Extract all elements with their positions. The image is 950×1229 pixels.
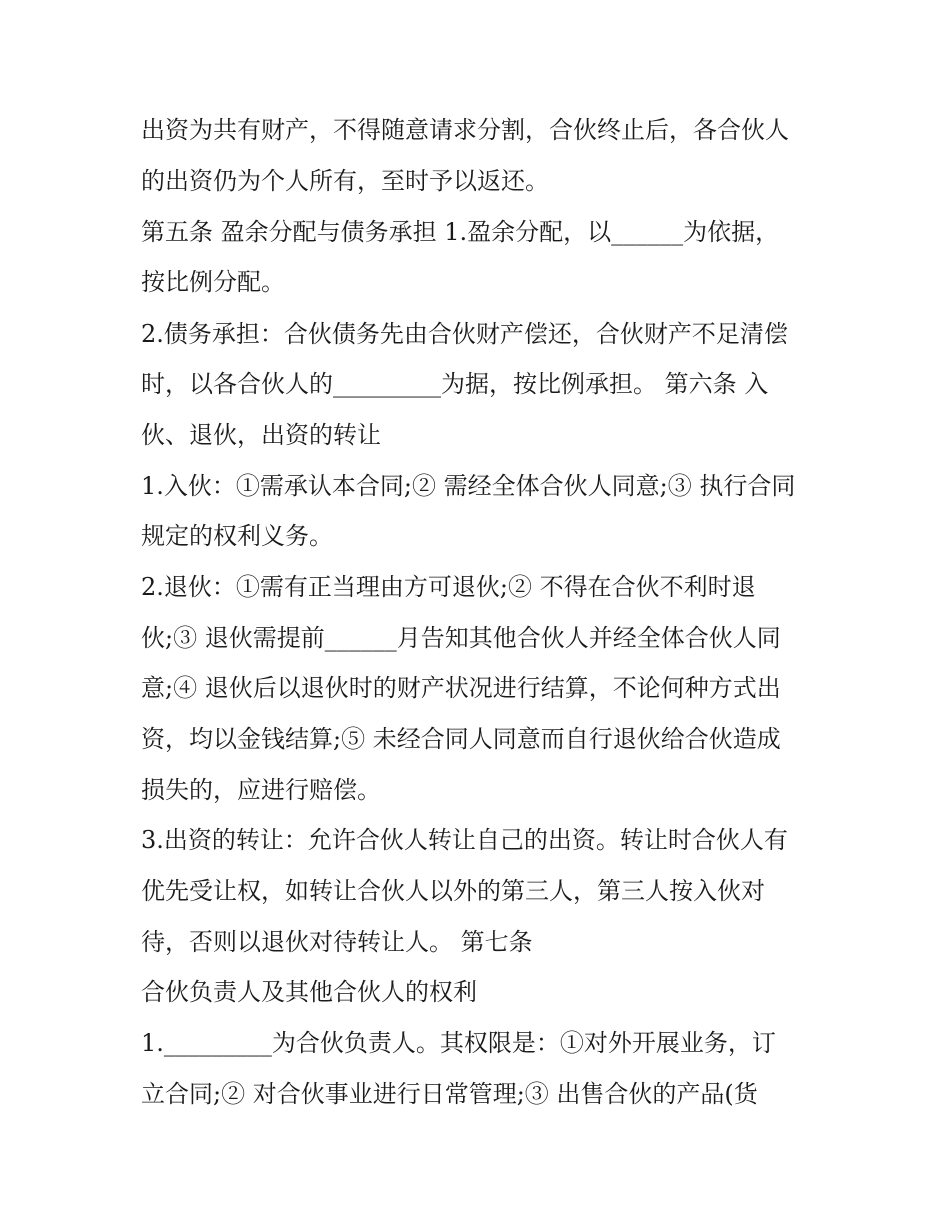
text-line: 优先受让权，如转让合伙人以外的第三人，第三人按入伙对	[141, 877, 765, 905]
text-line: 意;④ 退伙后以退伙时的财产状况进行结算，不论何种方式出	[141, 674, 781, 702]
text-line: 3.出资的转让：允许合伙人转让自己的出资。转让时合伙人有	[141, 826, 788, 854]
text-line: 的出资仍为个人所有，至时予以返还。	[141, 167, 549, 195]
text-line: 2.退伙：①需有正当理由方可退伙;② 不得在合伙不利时退	[141, 573, 756, 601]
text-line: 1.入伙：①需承认本合同;② 需经全体合伙人同意;③ 执行合同	[141, 472, 796, 500]
text-line: 出资为共有财产，不得随意请求分割，合伙终止后，各合伙人	[141, 116, 789, 144]
text-line: 2.债务承担：合伙债务先由合伙财产偿还，合伙财产不足清偿	[141, 320, 788, 348]
text-line: 合伙负责人及其他合伙人的权利	[141, 978, 477, 1006]
text-line: 时，以各合伙人的_________为据，按比例承担。 第六条 入	[141, 370, 769, 398]
text-line: 伙、退伙，出资的转让	[141, 421, 381, 449]
text-line: 待，否则以退伙对待转让人。 第七条	[141, 928, 533, 956]
text-line: 资，均以金钱结算;⑤ 未经合同人同意而自行退伙给合伙造成	[141, 725, 781, 753]
text-line: 损失的，应进行赔偿。	[141, 776, 381, 804]
text-line: 第五条 盈余分配与债务承担 1.盈余分配，以______为依据，	[141, 218, 780, 246]
text-line: 伙;③ 退伙需提前______月告知其他合伙人并经全体合伙人同	[141, 624, 781, 652]
text-line: 规定的权利义务。	[141, 522, 333, 550]
text-line: 1._________为合伙负责人。其权限是：①对外开展业务，订	[141, 1029, 776, 1057]
text-line: 按比例分配。	[141, 268, 285, 296]
text-line: 立合同;② 对合伙事业进行日常管理;③ 出售合伙的产品(货	[141, 1080, 758, 1108]
